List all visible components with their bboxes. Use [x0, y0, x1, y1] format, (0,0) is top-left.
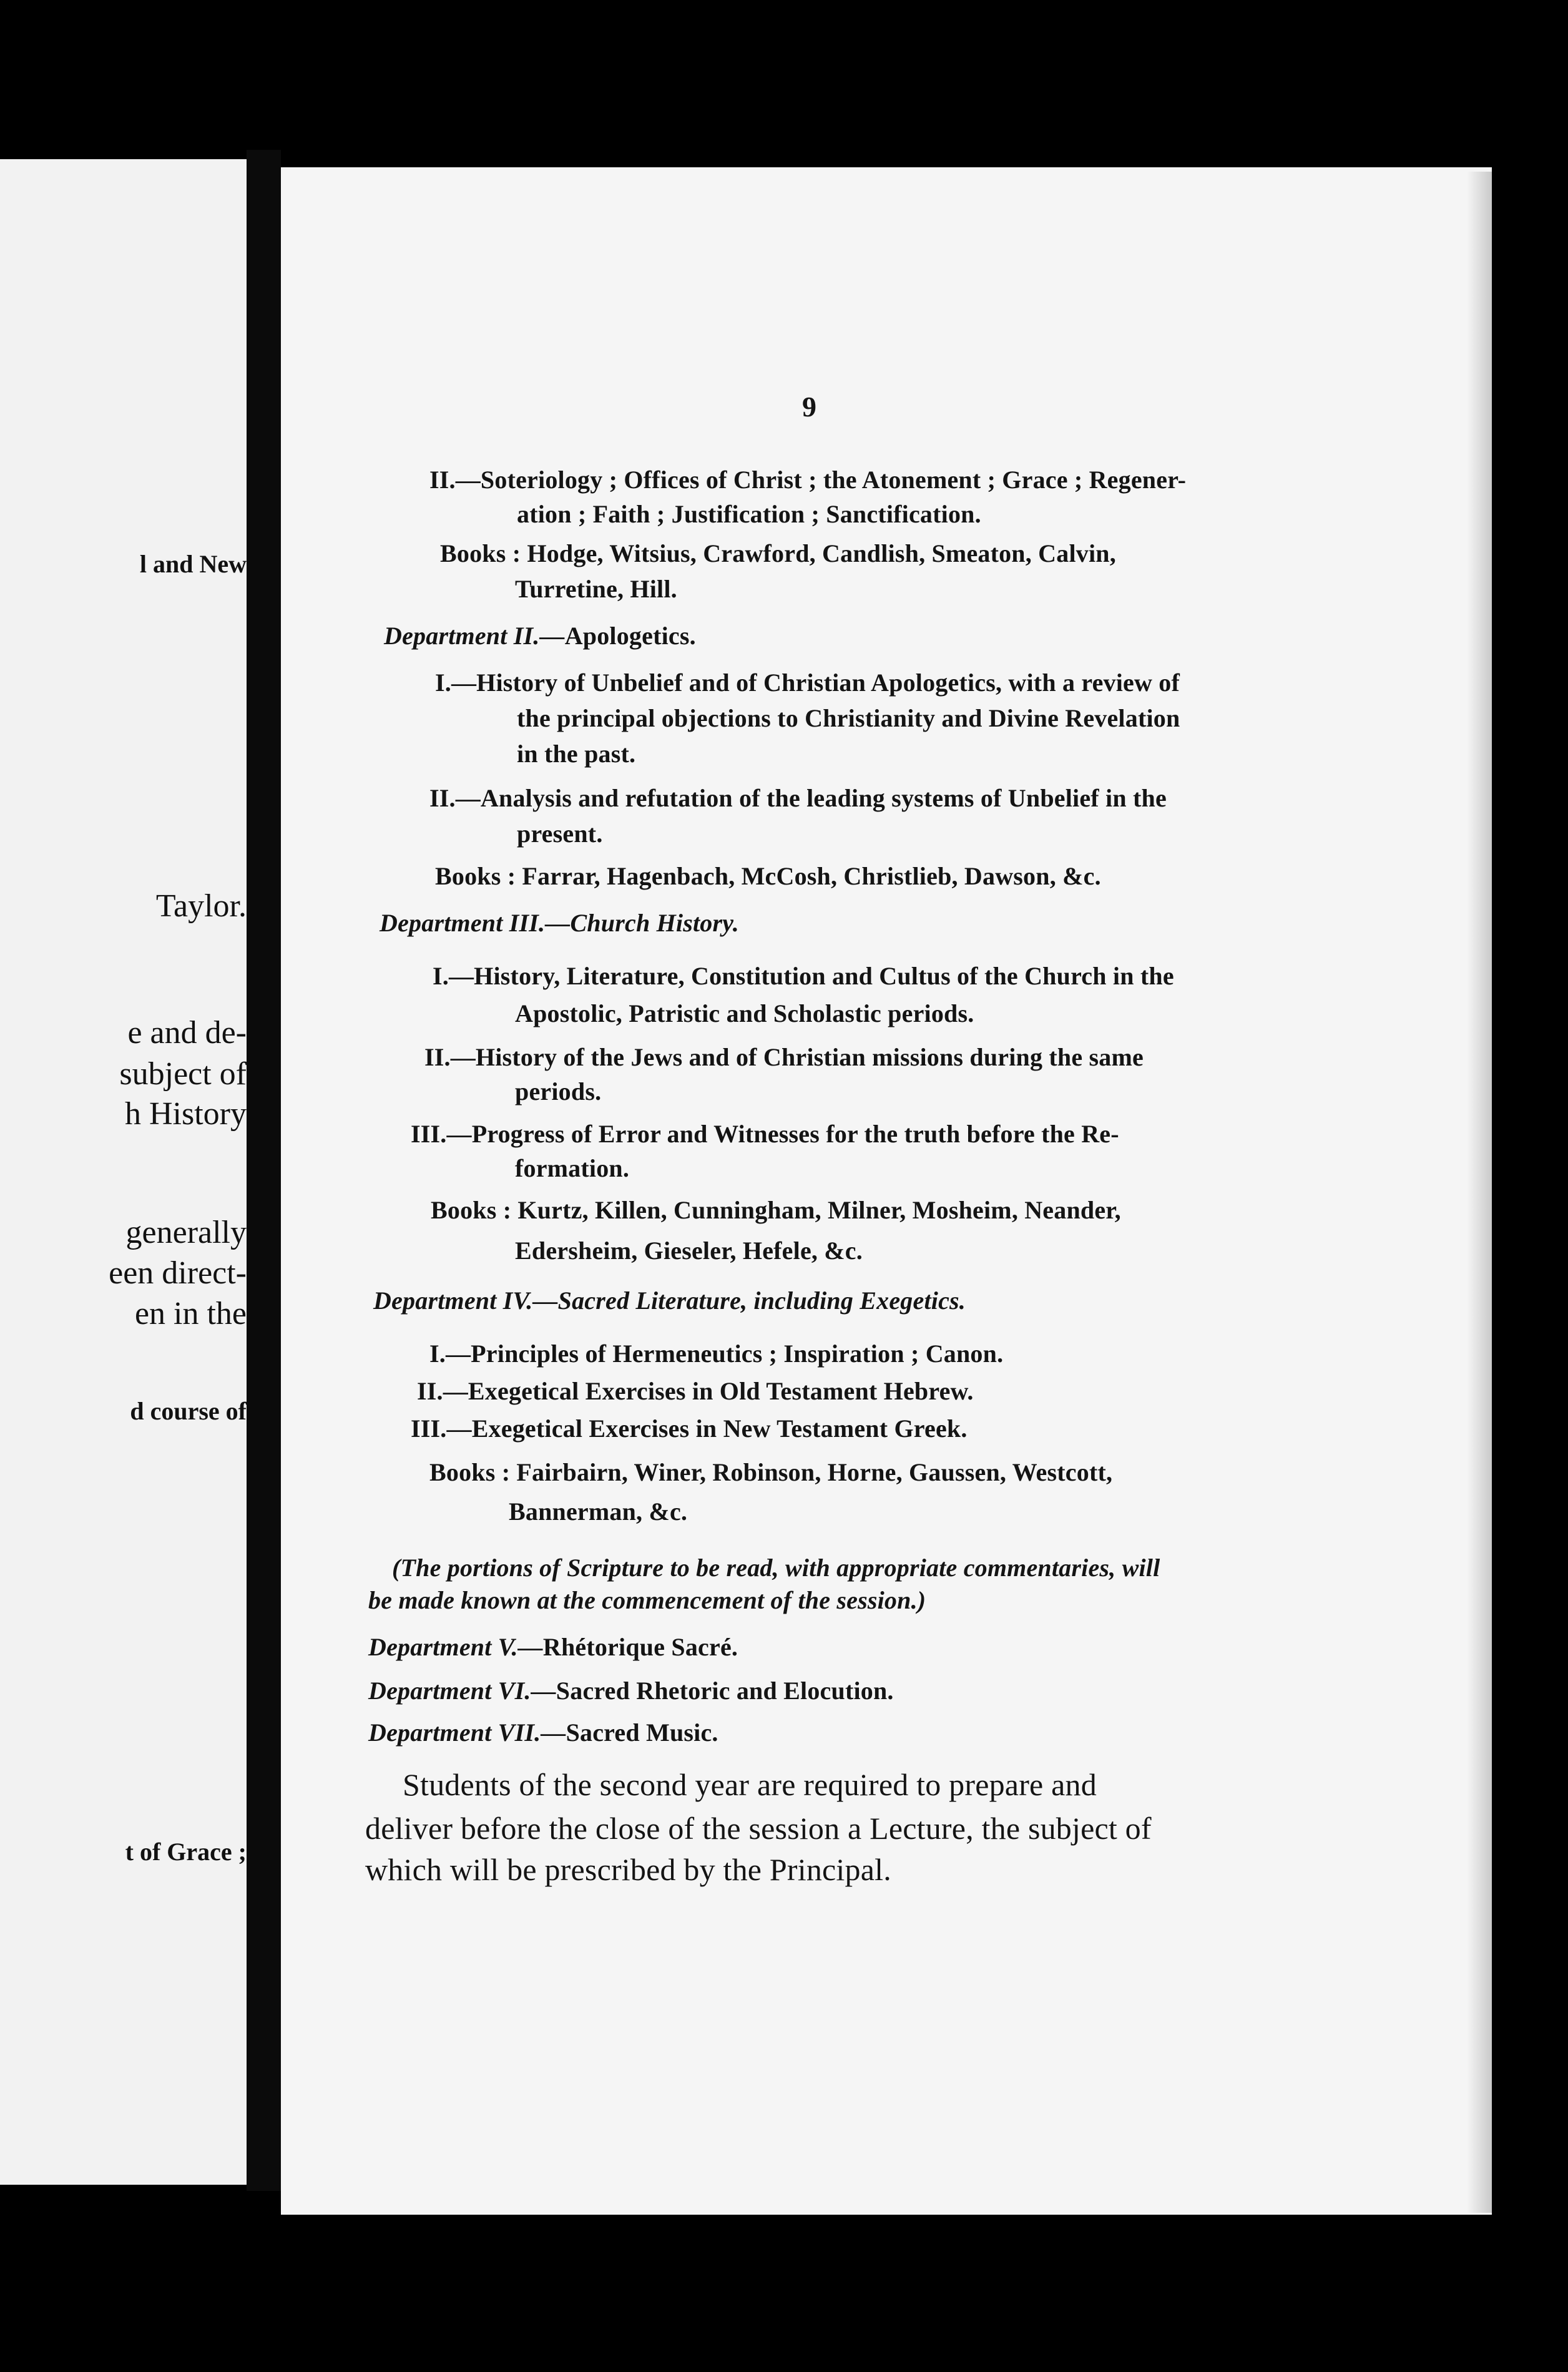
- left-text-line: subject of: [119, 1056, 247, 1092]
- text-line: I.—History, Literature, Constitution and Cultus of the Church in the: [433, 962, 1174, 990]
- text-line: II.—Exegetical Exercises in Old Testament Hebrew.: [417, 1377, 974, 1405]
- note-line: (The portions of Scripture to be read, with appropriate commentaries, will: [392, 1554, 1160, 1582]
- text-line: Books : Hodge, Witsius, Crawford, Candlish, Smeaton, Calvin,: [440, 539, 1116, 567]
- department-label: Department II.—: [384, 622, 565, 650]
- department-label: Department VI.—: [368, 1677, 556, 1705]
- left-text-line: h History: [125, 1096, 247, 1132]
- left-text-line: een direct-: [109, 1255, 247, 1291]
- department-title: Sacred Rhetoric and Elocution.: [556, 1677, 894, 1705]
- text-line: formation.: [515, 1154, 630, 1182]
- department-heading: [368, 1718, 718, 1747]
- text-line: III.—Exegetical Exercises in New Testament Greek.: [411, 1414, 968, 1443]
- department-heading: [384, 621, 696, 650]
- department-label: Department III.—: [380, 909, 571, 937]
- text-line: Turretine, Hill.: [515, 575, 677, 603]
- department-title: Sacred Music.: [566, 1718, 718, 1747]
- closing-paragraph-line: which will be prescribed by the Principal.: [365, 1852, 891, 1887]
- department-label: Department IV.—: [373, 1286, 558, 1315]
- left-text-line: l and New: [139, 550, 247, 578]
- text-line: I.—History of Unbelief and of Christian Apologetics, with a review of: [435, 669, 1180, 697]
- department-heading: [373, 1286, 966, 1315]
- text-line: the principal objections to Christianity and Divine Revelation: [517, 704, 1180, 732]
- text-line: II.—Soteriology ; Offices of Christ ; the Atonement ; Grace ; Regener-: [429, 466, 1187, 494]
- department-title: Sacred Literature, including Exegetics.: [557, 1286, 966, 1315]
- text-line: Books : Farrar, Hagenbach, McCosh, Christlieb, Dawson, &c.: [435, 862, 1101, 890]
- left-page-fragment: [0, 159, 247, 2185]
- left-text-line: Taylor.: [155, 888, 247, 924]
- department-title: Church History.: [570, 909, 739, 937]
- text-line: in the past.: [517, 740, 636, 768]
- left-text-line: t of Grace ;: [125, 1838, 247, 1866]
- left-text-line: d course of: [130, 1397, 247, 1425]
- department-label: Department VII.—: [368, 1718, 566, 1747]
- page-edge-shadow: [1467, 172, 1492, 2213]
- book-gutter: [247, 150, 281, 2191]
- text-line: Books : Fairbairn, Winer, Robinson, Horne, Gaussen, Westcott,: [429, 1458, 1113, 1486]
- department-heading: [368, 1632, 738, 1662]
- text-line: Bannerman, &c.: [509, 1497, 688, 1526]
- left-text-line: generally: [125, 1215, 247, 1250]
- department-heading: [380, 908, 739, 938]
- text-line: Books : Kurtz, Killen, Cunningham, Milner, Mosheim, Neander,: [431, 1196, 1121, 1224]
- department-heading: [368, 1676, 894, 1705]
- text-line: Edersheim, Gieseler, Hefele, &c.: [515, 1237, 863, 1265]
- text-line: II.—History of the Jews and of Christian missions during the same: [424, 1043, 1144, 1071]
- text-line: ation ; Faith ; Justification ; Sanctification.: [517, 500, 981, 528]
- text-line: I.—Principles of Hermeneutics ; Inspiration ; Canon.: [429, 1340, 1004, 1368]
- department-title: Apologetics.: [564, 622, 696, 650]
- closing-paragraph-line: deliver before the close of the session a Lecture, the subject of: [365, 1811, 1152, 1846]
- left-text-line: e and de-: [127, 1015, 247, 1051]
- text-line: periods.: [515, 1077, 602, 1105]
- text-line: Apostolic, Patristic and Scholastic periods.: [515, 999, 974, 1027]
- closing-paragraph-line: Students of the second year are required to prepare and: [403, 1767, 1097, 1802]
- note-line: be made known at the commencement of the session.): [368, 1586, 926, 1614]
- text-line: II.—Analysis and refutation of the leading systems of Unbelief in the: [429, 784, 1167, 812]
- left-text-line: en in the: [134, 1296, 247, 1331]
- department-title: Rhétorique Sacré.: [542, 1633, 738, 1661]
- text-line: present.: [517, 820, 603, 848]
- page-number: 9: [802, 391, 817, 423]
- text-line: III.—Progress of Error and Witnesses for the truth before the Re-: [411, 1120, 1119, 1148]
- department-label: Department V.—: [368, 1633, 543, 1661]
